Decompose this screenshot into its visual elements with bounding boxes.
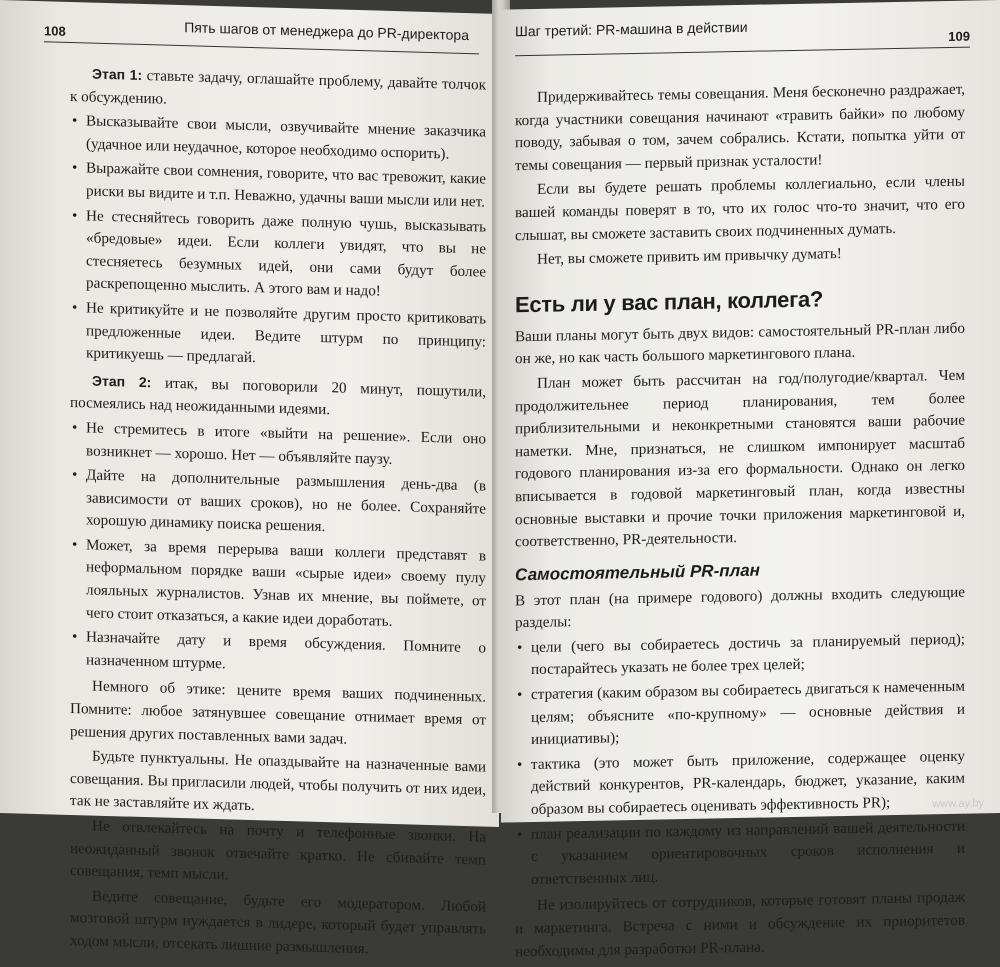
bullet-icon: • <box>517 639 523 657</box>
bullet-icon: • <box>72 535 78 554</box>
closing-paragraph: Не изолируйтесь от сотрудников, которые готовят планы продаж и маркетинга. Встреча с ними и обсуждение их приоритетов необходимы для разработки PR-плана. <box>515 889 965 960</box>
left-text-column <box>70 62 486 966</box>
right-page <box>501 0 1000 960</box>
stage2-label: Этап 2: <box>92 372 152 390</box>
list-item: • Выражайте свои сомнения, говорите, что вас тревожит, какие риски вы видите и т.п. Неважно, удачны ваши мысли или нет. <box>72 159 486 211</box>
body-paragraph: Будьте пунктуальны. Не опаздывайте на назначенные вами совещания. Вы пригласили людей, чтобы получить от них идеи, так не заставляйте их ждать. <box>70 747 486 815</box>
list-item: • Не критикуйте и не позволяйте другим просто критиковать предложенные идеи. Ведите штурм по принципу: критикуешь — предлагай. <box>72 298 486 367</box>
body-paragraph: Ваши планы могут быть двух видов: самостоятельный PR-план либо он же, но как часть большого маркетингового плана. <box>515 319 965 368</box>
body-paragraph: Не отвлекайтесь на почту и телефонные звонки. На неожиданный звонок отвечайте кратко. Не сбивайте темп совещания, темп мысли. <box>70 817 486 884</box>
body-paragraph: Придерживайтесь темы совещания. Меня бесконечно раздражает, когда участники совещания начинают «травить байки» по любому поводу, забывая о том, зачем собрались. Кстати, попытка уйти от темы совещания — первый признак усталости! <box>515 80 965 175</box>
left-header-title: Пять шагов от менеджера до PR-директора <box>184 19 469 44</box>
list-item: • цели (чего вы собираетесь достичь за планируемый период); постарайтесь указать не более трех целей; <box>517 630 965 679</box>
stage1-label: Этап 1: <box>92 65 143 83</box>
stage1-text: ставьте задачу, оглашайте проблему, давайте толчок к обсуждению. <box>70 66 486 108</box>
body-paragraph: План может быть рассчитан на год/полугодие/квартал. Чем продолжительнее период планирования, тем более приблизительными и неконкретными становятся ваши рабочие наметки. Мне, признаться, не слишком импонирует масштаб годового планирования из-за его формальности. Однако он легко вписывается в годовой маркетинговый план, когда известны основные выставки и прочие точки приложения маркетинговой и, соответственно, PR-деятельности. <box>515 366 965 551</box>
bullet-icon: • <box>72 112 78 130</box>
list-item: • Не стремитесь в итоге «выйти на решение». Если оно возникнет — хорошо. Нет — объявляйте паузу. <box>72 418 486 468</box>
right-running-header <box>515 15 970 57</box>
bullet-icon: • <box>72 628 78 646</box>
list-item: • Дайте на дополнительные размышления день-два (в зависимости от ваших сроков), но не более. Сохраняйте хорошую динамику поиска решения. <box>72 466 486 536</box>
bullet-icon: • <box>72 466 78 484</box>
watermark: www.ay.by <box>932 797 984 811</box>
right-header-title: Шаг третий: PR-машина в действии <box>515 18 748 40</box>
left-page-number: 108 <box>44 23 66 39</box>
right-page-number: 109 <box>948 28 970 44</box>
bullet-icon: • <box>517 686 523 704</box>
list-item: • тактика (это может быть приложение, содержащее оценку действий конкурентов, PR-календарь, бюджет, указание, каким образом вы собираетесь оценивать эффективность PR); <box>517 747 965 819</box>
left-running-header <box>44 15 479 54</box>
section-heading: Есть ли у вас план, коллега? <box>515 286 824 318</box>
list-item: • стратегия (каким образом вы собираетесь двигаться к намеченным целям; объясните «по-крупному» — основные действия и инициативы); <box>517 677 965 749</box>
body-paragraph: Нет, вы сможете привить им привычку думать! <box>537 245 842 269</box>
stage2-list <box>70 417 486 683</box>
body-paragraph: Если вы будете решать проблемы коллегиально, если члены вашей команды поверят в то, что их голос что-то значит, что его слышат, вы сможете заставить своих подчиненных думать. <box>515 173 965 244</box>
stage2-text: итак, вы поговорили 20 минут, пошутили, посмеялись над неожиданными идеями. <box>70 373 486 419</box>
bullet-icon: • <box>72 298 78 317</box>
bullet-icon: • <box>72 159 78 177</box>
list-item: • Не стесняйтесь говорить даже полную чушь, высказывать «бредовые» идеи. Если коллеги увидят, что вы не стесняетесь безумных идей, они сами будут более раскрепощенно мыслить. А этого вам и надо! <box>72 206 486 300</box>
stage1-list <box>70 110 486 376</box>
bullet-icon: • <box>72 206 78 224</box>
body-paragraph: Ведите совещание, будьте его модератором. Любой мозговой штурм нуждается в лидере, который будет управлять ходом мысли, отсекать лишние размышления. <box>70 887 486 958</box>
left-page <box>0 0 499 958</box>
subsection-heading: Самостоятельный PR-план <box>515 560 760 584</box>
list-item: • Назначайте дату и время обсуждения. Помните о назначенном штурме. <box>72 628 486 673</box>
plan-sections-list <box>515 629 965 892</box>
list-intro: В этот план (на примере годового) должны входить следующие разделы: <box>515 583 965 632</box>
bullet-icon: • <box>517 825 523 843</box>
bullet-icon: • <box>517 756 523 774</box>
bullet-icon: • <box>72 418 78 437</box>
list-item: • план реализации по каждому из направлений вашей деятельности с указанием ориентировочных сроков исполнения и ответственных лиц. <box>517 817 965 888</box>
right-text-column <box>515 79 965 966</box>
list-item: • Может, за время перерыва ваши коллеги представят в неформальном порядке ваши «сырые идеи» своему пулу лояльных журналистов. Узнав их мнение, вы поймете, от чего стоит отказаться, а какие идеи доработать. <box>72 535 486 630</box>
body-paragraph: Немного об этике: цените время ваших подчиненных. Помните: любое затянувшее совещание отнимает время от решения других поставленных вами задач. <box>70 678 486 748</box>
list-item: • Высказывайте свои мысли, озвучивайте мнение заказчика (удачное или неудачное, которое необходимо оспорить). <box>72 112 486 163</box>
